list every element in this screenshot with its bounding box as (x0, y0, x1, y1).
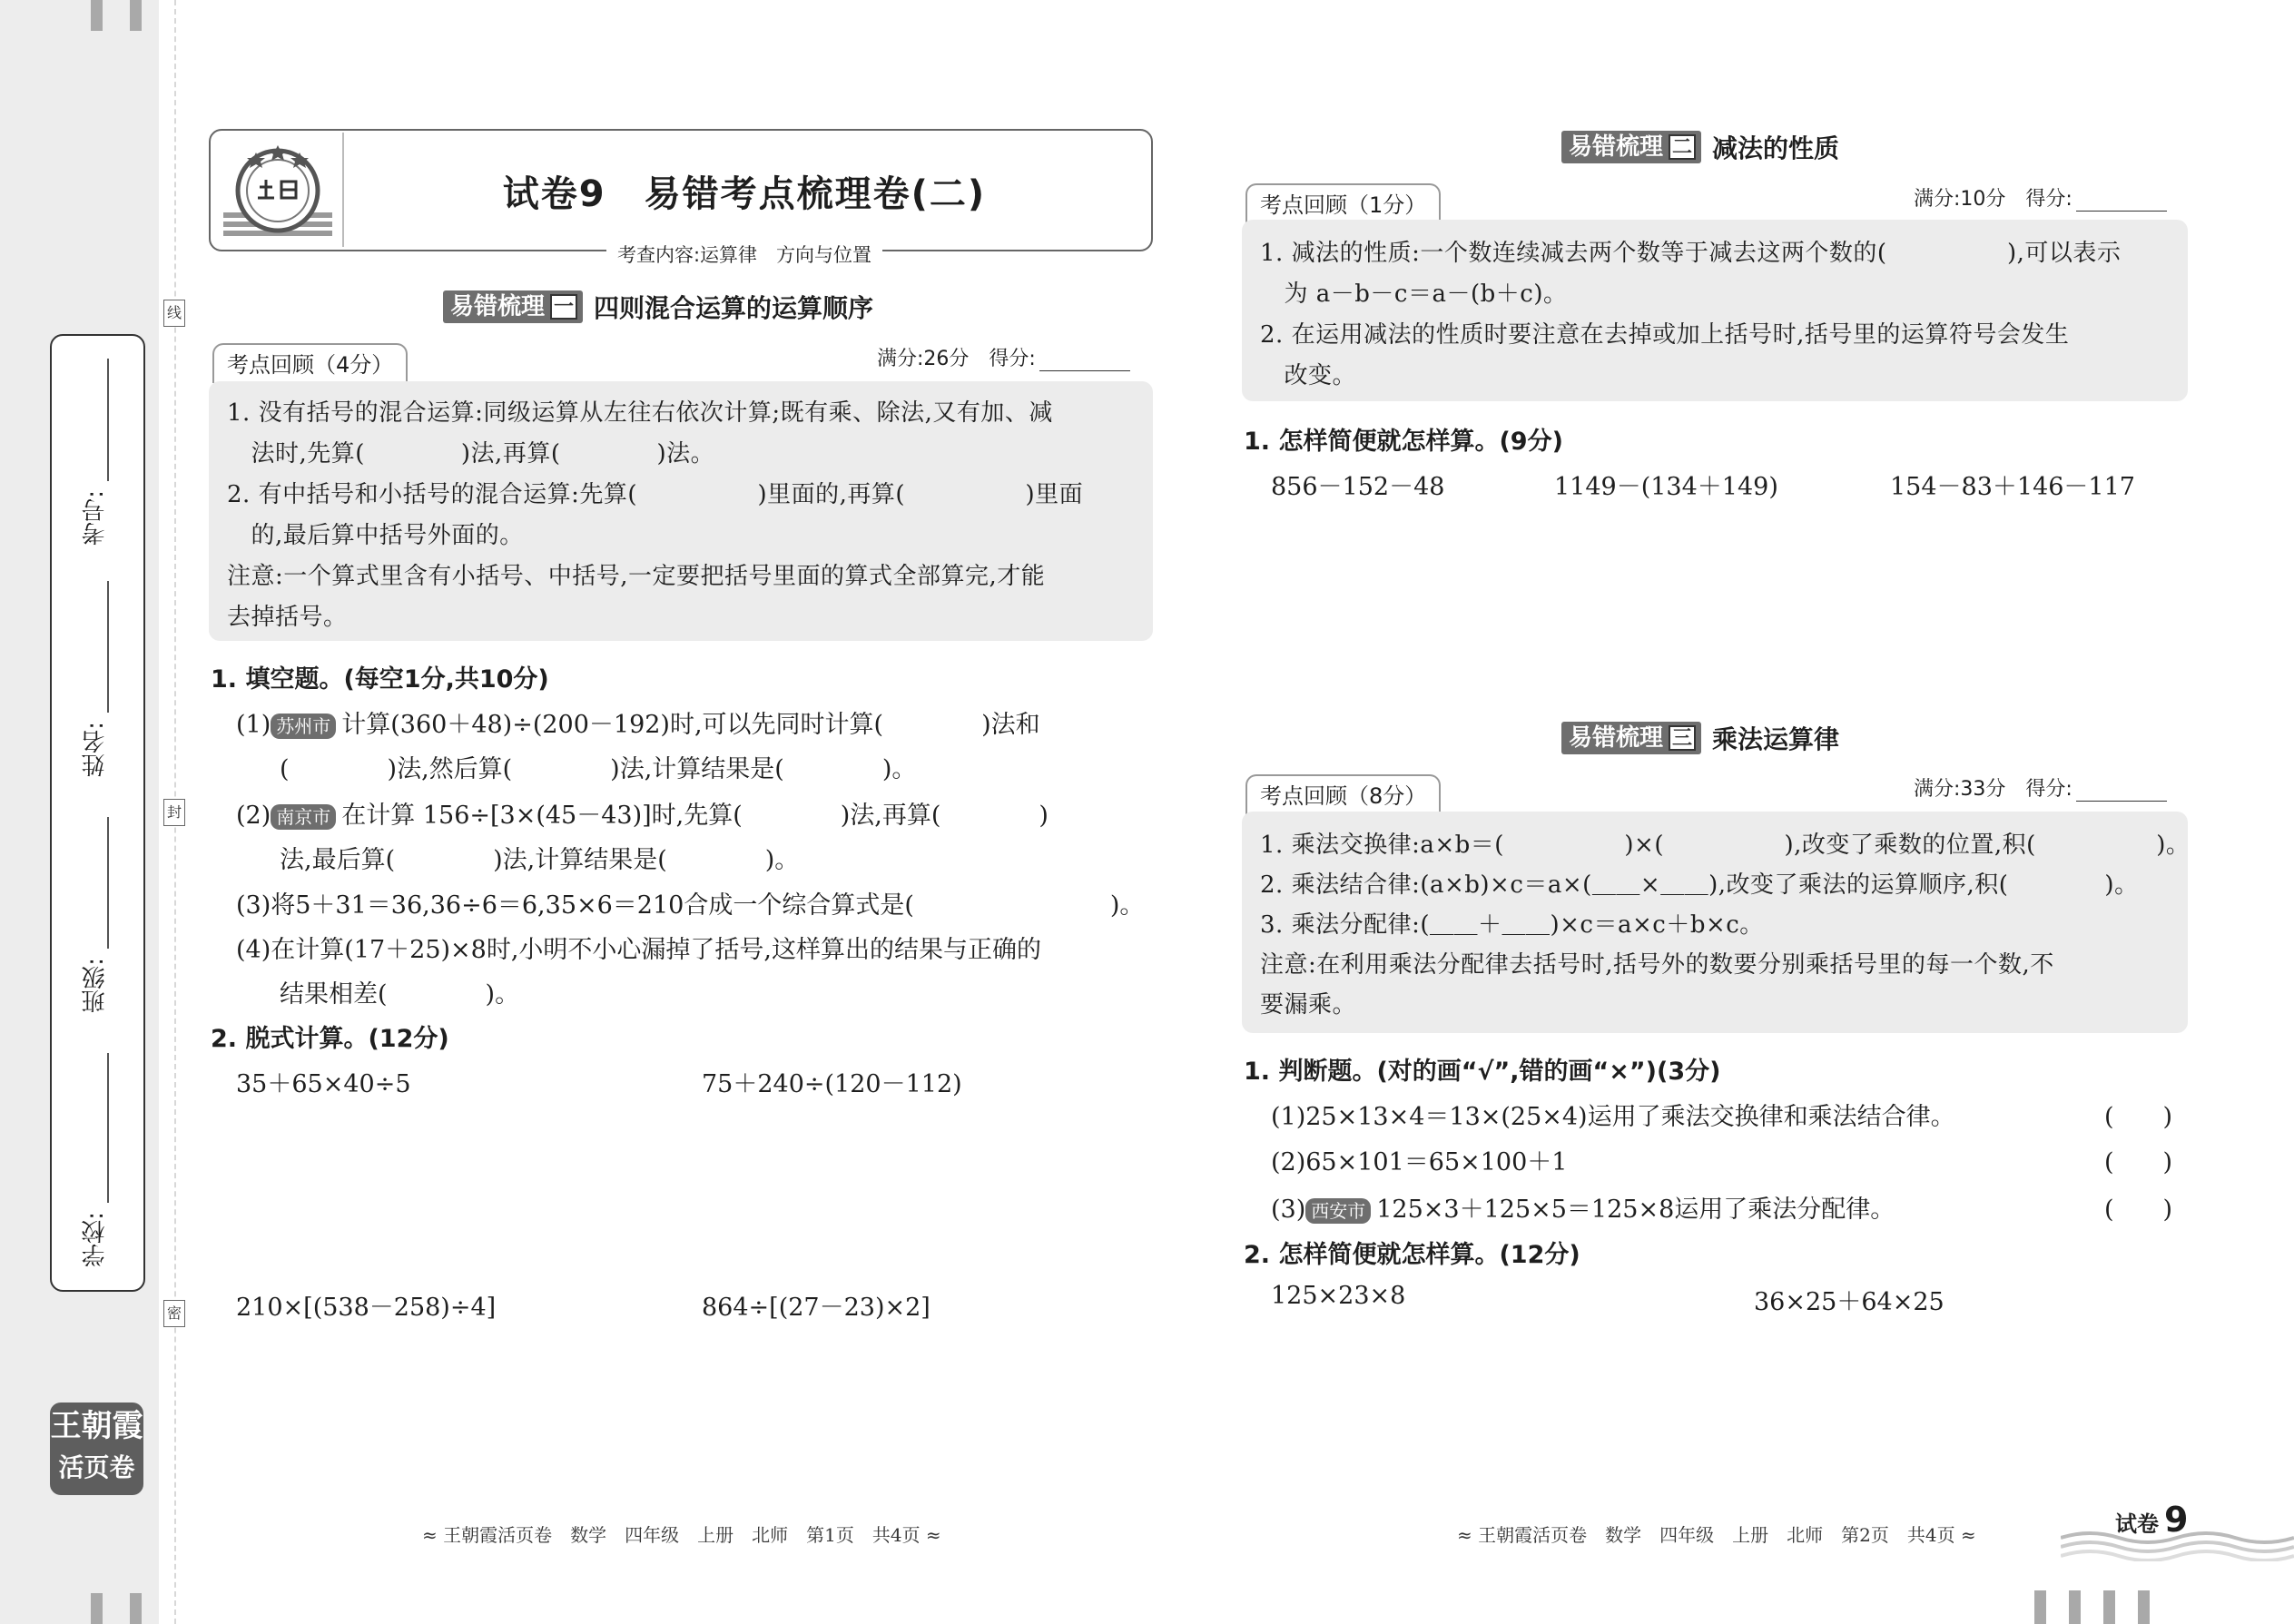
section2-tag-text: 易错梳理 (1569, 133, 1664, 161)
punch-mark (2034, 1590, 2046, 1624)
seal-emblem-icon (220, 138, 336, 242)
section1-tag (443, 290, 583, 323)
punch-mark (91, 0, 103, 31)
item-text: 在计算 156÷[3×(45－43)]时,先算( )法,再算( ) (341, 802, 1049, 830)
calc-expression: 210×[(538－258)÷4] (236, 1294, 497, 1322)
city-badge: 苏州市 (271, 714, 336, 739)
judge-answer-paren[interactable]: ( ) (2104, 1196, 2173, 1224)
review-line: 1. 乘法交换律:a×b＝( )×( ),改变了乘数的位置,积( )。 (1260, 832, 2191, 859)
item-text: 计算(360＋48)÷(200－192)时,可以先同时计算( )法和 (341, 711, 1040, 739)
item-number: (1) (1271, 1103, 1306, 1131)
review-line: 2. 有中括号和小括号的混合运算:先算( )里面的,再算( )里面 (227, 481, 1084, 508)
review-line: 法时,先算( )法,再算( )法。 (227, 440, 715, 468)
punch-mark (2138, 1590, 2150, 1624)
field-line-exam-no[interactable] (107, 359, 109, 481)
page-title: 试卷9 易错考点梳理卷(二) (502, 173, 987, 215)
review-line: 2. 乘法结合律:(a×b)×c＝a×(＿＿×＿＿),改变了乘法的运算顺序,积( )。 (1260, 871, 2139, 899)
section3-q1-title (1244, 1051, 1720, 1087)
q-title-text: 1. 判断题。(对的画“√”,错的画“×”)(3分) (1244, 1058, 1721, 1086)
section1-score-blank[interactable] (1039, 353, 1130, 371)
cut-mark-seal: 封 (163, 799, 185, 826)
section3-tag-text: 易错梳理 (1569, 724, 1664, 752)
section3-heading (1561, 722, 1839, 754)
section2-score-blank[interactable] (2076, 193, 2167, 212)
q-title-text: 1. 填空题。(每空1分,共10分) (211, 665, 549, 694)
section2-q1-title (1244, 421, 1563, 457)
review-line: 2. 在运用减法的性质时要注意在去掉或加上括号时,括号里的运算符号会发生 (1260, 321, 2070, 349)
calc-expression: 36×25＋64×25 (1754, 1288, 1944, 1316)
item-number: (1) (236, 711, 271, 739)
section1-num: 一 (550, 294, 577, 320)
field-line-class[interactable] (107, 817, 109, 949)
section1-q2-title (211, 1019, 449, 1054)
field-line-name[interactable] (107, 581, 109, 713)
section1-q1-title (211, 659, 549, 694)
punch-mark (2103, 1590, 2115, 1624)
item-text: 125×3＋125×5＝125×8运用了乘法分配律。 (1376, 1196, 1895, 1224)
review-line: 为 a－b－c＝a－(b＋c)。 (1260, 281, 1568, 308)
city-badge: 南京市 (271, 804, 336, 830)
review-line: 1. 减法的性质:一个数连续减去两个数等于减去这两个数的( ),可以表示 (1260, 240, 2122, 267)
judge-answer-paren[interactable]: ( ) (2104, 1148, 2173, 1176)
punch-mark (91, 1593, 103, 1624)
item-text: 25×13×4＝13×(25×4)运用了乘法交换律和乘法结合律。 (1305, 1103, 1955, 1131)
section1-review-tab: 考点回顾（4分） (212, 343, 408, 383)
review-line: 去掉括号。 (227, 604, 348, 631)
page-badge (2115, 1500, 2188, 1540)
page-subtitle (345, 241, 1144, 268)
brand-logo (50, 1403, 143, 1495)
footer-left: ≈ 王朝霞活页卷 数学 四年级 上册 北师 第1页 共4页 ≈ (422, 1524, 941, 1546)
section3-score (1914, 773, 2167, 802)
section1-heading (443, 290, 873, 323)
punch-mark (130, 1593, 142, 1624)
fill-item (236, 930, 1041, 965)
review-line: 注意:一个算式里含有小括号、中括号,一定要把括号里面的算式全部算完,才能 (227, 563, 1046, 590)
brand-logo-line1: 王朝霞 (50, 1408, 143, 1444)
section3-num: 三 (1669, 725, 1696, 751)
calc-expression: 864÷[(27－23)×2] (702, 1294, 930, 1322)
item-text: 在计算(17＋25)×8时,小明不小心漏掉了括号,这样算出的结果与正确的 (271, 936, 1041, 964)
calc-expression: 856－152－48 (1271, 473, 1445, 501)
review-line: 注意:在利用乘法分配律去括号时,括号外的数要分别乘括号里的每一个数,不 (1260, 951, 2054, 979)
section1-tag-text: 易错梳理 (450, 293, 546, 320)
brand-logo-line2: 活页卷 (58, 1452, 135, 1482)
page-badge-label: 试卷 (2115, 1511, 2159, 1537)
item-number: (2) (1271, 1148, 1306, 1176)
section1-name: 四则混合运算的运算顺序 (594, 293, 874, 323)
fill-item (236, 704, 1040, 740)
item-text: 65×101＝65×100＋1 (1305, 1148, 1568, 1176)
q-title-text: 2. 怎样简便就怎样算。(12分) (1244, 1241, 1580, 1269)
section2-score-label: 满分:10分 得分: (1914, 188, 2072, 211)
calc-expression: 1149－(134＋149) (1554, 473, 1778, 501)
section3-name: 乘法运算律 (1712, 724, 1840, 754)
item-number: (4) (236, 936, 271, 964)
section1-score-label: 满分:26分 得分: (877, 348, 1036, 370)
judge-item (1271, 1189, 1895, 1225)
field-label-class: 班级: (82, 958, 109, 1013)
section3-score-blank[interactable] (2076, 783, 2167, 802)
section2-tag (1561, 131, 1701, 163)
item-text: 法,最后算( )法,计算结果是( )。 (280, 846, 800, 874)
review-line: 的,最后算中括号外面的。 (227, 522, 524, 549)
section3-q2-title (1244, 1235, 1580, 1270)
page-badge-number: 9 (2164, 1500, 2189, 1540)
cut-mark-secret: 密 (163, 1300, 185, 1327)
item-number: (3) (236, 891, 271, 920)
review-line: 1. 没有括号的混合运算:同级运算从左往右依次计算;既有乘、除法,又有加、减 (227, 399, 1053, 427)
section3-tag (1561, 722, 1701, 754)
fill-item (280, 749, 916, 784)
fill-item (236, 885, 1144, 920)
q-title-text: 1. 怎样简便就怎样算。(9分) (1244, 428, 1563, 456)
judge-item (1271, 1097, 1955, 1132)
student-info-panel (50, 334, 145, 1292)
calc-expression: 154－83＋146－117 (1890, 473, 2135, 501)
section2-name: 减法的性质 (1712, 133, 1840, 163)
section2-review-tab: 考点回顾（1分） (1245, 183, 1441, 223)
q-title-text: 2. 脱式计算。(12分) (211, 1025, 449, 1053)
item-text: ( )法,然后算( )法,计算结果是( )。 (280, 755, 917, 783)
judge-item (1271, 1142, 1567, 1177)
field-label-exam-no: 考号: (82, 490, 109, 546)
calc-expression: 75＋240÷(120－112) (702, 1070, 962, 1098)
title-separator (342, 133, 344, 247)
fill-item (236, 795, 1049, 831)
section3-review-tab: 考点回顾（8分） (1245, 774, 1441, 814)
field-label-school: 学校: (82, 1212, 109, 1267)
fill-item (280, 974, 519, 1009)
field-label-name: 姓名: (82, 722, 109, 777)
item-number: (2) (236, 802, 271, 830)
cut-mark-line: 线 (163, 300, 185, 327)
review-line: 要漏乘。 (1260, 991, 1357, 1019)
fill-item (280, 840, 799, 875)
punch-mark (130, 0, 142, 31)
field-line-school[interactable] (107, 1053, 109, 1203)
footer-right: ≈ 王朝霞活页卷 数学 四年级 上册 北师 第2页 共4页 ≈ (1457, 1524, 1976, 1546)
section1-score (877, 343, 1130, 371)
item-text: 将5＋31＝36,36÷6＝6,35×6＝210合成一个综合算式是( )。 (271, 891, 1145, 920)
item-text: 结果相差( )。 (280, 980, 520, 1009)
section2-heading (1561, 131, 1839, 163)
city-badge: 西安市 (1305, 1198, 1371, 1224)
judge-answer-paren[interactable]: ( ) (2104, 1103, 2173, 1131)
calc-expression: 125×23×8 (1271, 1282, 1406, 1310)
section2-num: 二 (1669, 134, 1696, 160)
subtitle-text: 考查内容:运算律 方向与位置 (606, 244, 882, 266)
section3-score-label: 满分:33分 得分: (1914, 778, 2072, 801)
punch-mark (2069, 1590, 2081, 1624)
section2-score (1914, 183, 2167, 212)
review-line: 改变。 (1260, 362, 1357, 389)
item-number: (3) (1271, 1196, 1306, 1224)
calc-expression: 35＋65×40÷5 (236, 1070, 411, 1098)
review-line: 3. 乘法分配律:(＿＿＋＿＿)×c＝a×c＋b×c。 (1260, 911, 1764, 939)
